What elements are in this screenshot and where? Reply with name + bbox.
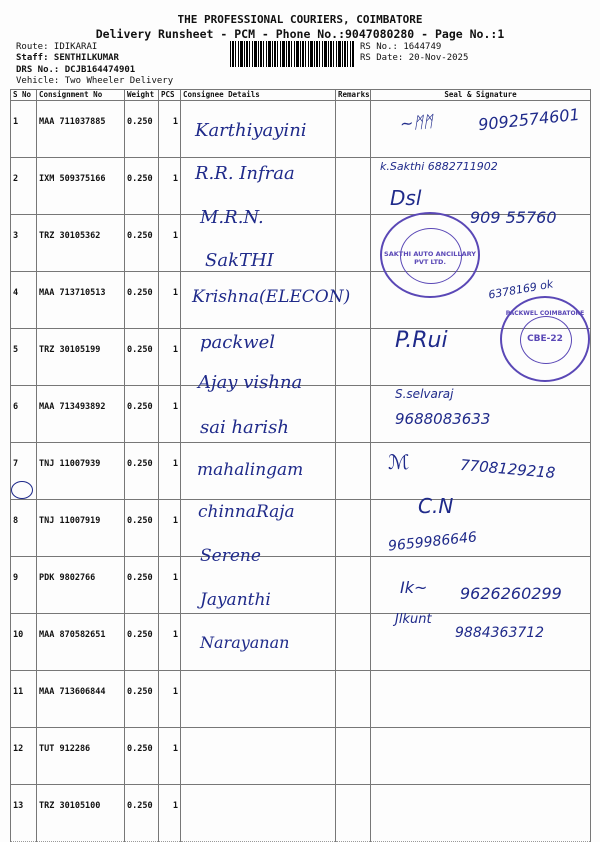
row-consignment: TRZ 30105100 bbox=[37, 785, 125, 842]
company-seal-stamp: SAKTHI AUTO ANCILLARY PVT LTD. bbox=[380, 212, 480, 298]
handwritten-phone: 7708129218 bbox=[459, 455, 557, 483]
table-row bbox=[11, 728, 591, 785]
circle-mark bbox=[11, 481, 33, 499]
row-consignment: TRZ 30105362 bbox=[37, 215, 125, 272]
row-consignee bbox=[181, 671, 336, 728]
handwritten-name: Krishna(ELECON) bbox=[192, 287, 351, 307]
row-pcs: 1 bbox=[159, 215, 181, 272]
row-weight: 0.250 bbox=[125, 443, 159, 500]
row-consignment: TNJ 11007919 bbox=[37, 500, 125, 557]
col-consignee: Consignee Details bbox=[181, 90, 336, 101]
handwritten-signature: C.N bbox=[418, 494, 454, 518]
row-weight: 0.250 bbox=[125, 101, 159, 158]
row-remarks bbox=[336, 500, 371, 557]
row-remarks bbox=[336, 329, 371, 386]
row-consignee bbox=[181, 728, 336, 785]
row-pcs: 1 bbox=[159, 101, 181, 158]
table-row bbox=[11, 158, 591, 215]
row-pcs: 1 bbox=[159, 614, 181, 671]
row-consignee bbox=[181, 785, 336, 842]
table-row bbox=[11, 614, 591, 671]
row-remarks bbox=[336, 671, 371, 728]
row-consignment: MAA 713493892 bbox=[37, 386, 125, 443]
table-row bbox=[11, 785, 591, 842]
row-remarks bbox=[336, 386, 371, 443]
row-consignment: MAA 711037885 bbox=[37, 101, 125, 158]
row-pcs: 1 bbox=[159, 443, 181, 500]
row-consignment: TNJ 11007939 bbox=[37, 443, 125, 500]
row-weight: 0.250 bbox=[125, 215, 159, 272]
row-remarks bbox=[336, 557, 371, 614]
row-remarks bbox=[336, 785, 371, 842]
handwritten-name: SakTHI bbox=[205, 250, 274, 271]
handwritten-phone: 9659986646 bbox=[387, 529, 478, 555]
handwritten-phone: 909 55760 bbox=[470, 208, 557, 227]
runsheet-title: Delivery Runsheet - PCM - Phone No.:9047080280 - Page No.:1 bbox=[95, 27, 505, 41]
row-weight: 0.250 bbox=[125, 671, 159, 728]
handwritten-signature: Jlkunt bbox=[395, 612, 432, 627]
row-consignment: TRZ 30105199 bbox=[37, 329, 125, 386]
row-remarks bbox=[336, 101, 371, 158]
row-remarks bbox=[336, 728, 371, 785]
row-pcs: 1 bbox=[159, 386, 181, 443]
row-pcs: 1 bbox=[159, 728, 181, 785]
route-label: Route: IDIKARAI bbox=[16, 42, 98, 52]
row-sno: 5 bbox=[11, 329, 37, 386]
handwritten-name: sai harish bbox=[200, 417, 289, 438]
staff-label: Staff: SENTHILKUMAR bbox=[16, 53, 119, 63]
row-seal bbox=[371, 671, 591, 728]
handwritten-phone: 9884363712 bbox=[455, 625, 545, 641]
handwritten-signature: P.Rui bbox=[395, 328, 448, 353]
row-sno: 2 bbox=[11, 158, 37, 215]
handwritten-name: chinnaRaja bbox=[198, 502, 295, 522]
row-sno: 8 bbox=[11, 500, 37, 557]
row-sno: 12 bbox=[11, 728, 37, 785]
vehicle-label: Vehicle: Two Wheeler Delivery bbox=[16, 76, 174, 86]
handwritten-name: Karthiyayini bbox=[195, 120, 307, 141]
drs-label: DRS No.: DCJB164474901 bbox=[16, 65, 136, 75]
row-pcs: 1 bbox=[159, 500, 181, 557]
row-pcs: 1 bbox=[159, 329, 181, 386]
handwritten-name: Jayanthi bbox=[200, 590, 271, 610]
row-remarks bbox=[336, 614, 371, 671]
table-row bbox=[11, 671, 591, 728]
row-consignment: MAA 713606844 bbox=[37, 671, 125, 728]
row-weight: 0.250 bbox=[125, 728, 159, 785]
row-consignment: IXM 509375166 bbox=[37, 158, 125, 215]
handwritten-phone: 9626260299 bbox=[460, 584, 562, 603]
row-remarks bbox=[336, 215, 371, 272]
handwritten-name: packwel bbox=[200, 332, 276, 353]
row-sno: 7 bbox=[11, 443, 37, 500]
row-sno: 11 bbox=[11, 671, 37, 728]
row-sno: 3 bbox=[11, 215, 37, 272]
table-header bbox=[11, 90, 591, 101]
row-seal bbox=[371, 785, 591, 842]
row-remarks bbox=[336, 443, 371, 500]
handwritten-name: Serene bbox=[200, 546, 261, 566]
row-pcs: 1 bbox=[159, 671, 181, 728]
row-weight: 0.250 bbox=[125, 500, 159, 557]
handwritten-name: Ajay vishna bbox=[198, 372, 303, 393]
row-pcs: 1 bbox=[159, 785, 181, 842]
handwritten-signature: Ik~ bbox=[400, 578, 428, 597]
handwritten-phone: 9688083633 bbox=[395, 410, 491, 428]
table-row bbox=[11, 500, 591, 557]
handwritten-signature: k.Sakthi 6882711902 bbox=[380, 160, 498, 173]
row-seal bbox=[371, 728, 591, 785]
row-pcs: 1 bbox=[159, 158, 181, 215]
row-pcs: 1 bbox=[159, 557, 181, 614]
col-remarks: Remarks bbox=[336, 90, 371, 101]
col-sno: S No bbox=[11, 90, 37, 101]
row-sno: 4 bbox=[11, 272, 37, 329]
table-row bbox=[11, 386, 591, 443]
row-consignment: MAA 870582651 bbox=[37, 614, 125, 671]
row-weight: 0.250 bbox=[125, 614, 159, 671]
row-consignment: TUT 912286 bbox=[37, 728, 125, 785]
row-weight: 0.250 bbox=[125, 272, 159, 329]
row-weight: 0.250 bbox=[125, 785, 159, 842]
company-seal-stamp: PACKWEL COIMBATORE CBE-22 bbox=[500, 296, 590, 382]
col-pcs: PCS bbox=[159, 90, 181, 101]
row-remarks bbox=[336, 158, 371, 215]
rs-date: RS Date: 20-Nov-2025 bbox=[360, 53, 469, 63]
col-consignment: Consignment No bbox=[37, 90, 125, 101]
handwritten-phone: 9092574601 bbox=[477, 104, 581, 135]
row-consignment: MAA 713710513 bbox=[37, 272, 125, 329]
row-sno: 1 bbox=[11, 101, 37, 158]
row-sno: 13 bbox=[11, 785, 37, 842]
col-seal: Seal & Signature bbox=[371, 90, 591, 101]
handwritten-name: R.R. Infraa bbox=[195, 163, 295, 184]
rs-no: RS No.: 1644749 bbox=[360, 42, 442, 52]
col-weight: Weight bbox=[125, 90, 159, 101]
row-sno: 9 bbox=[11, 557, 37, 614]
row-weight: 0.250 bbox=[125, 557, 159, 614]
row-weight: 0.250 bbox=[125, 329, 159, 386]
company-title: THE PROFESSIONAL COURIERS, COIMBATORE bbox=[177, 13, 423, 26]
handwritten-name: M.R.N. bbox=[200, 207, 264, 228]
handwritten-signature: ~ᛗᛗ bbox=[399, 111, 434, 134]
handwritten-name: mahalingam bbox=[197, 460, 304, 480]
handwritten-signature: Dsl bbox=[390, 186, 422, 210]
row-pcs: 1 bbox=[159, 272, 181, 329]
barcode bbox=[230, 41, 354, 67]
handwritten-phone: 6378169 ok bbox=[487, 277, 555, 302]
row-weight: 0.250 bbox=[125, 158, 159, 215]
row-weight: 0.250 bbox=[125, 386, 159, 443]
row-sno: 6 bbox=[11, 386, 37, 443]
row-sno: 10 bbox=[11, 614, 37, 671]
handwritten-signature: S.selvaraj bbox=[395, 387, 454, 401]
handwritten-signature: ℳ bbox=[388, 450, 410, 474]
handwritten-name: Narayanan bbox=[200, 633, 290, 652]
row-consignment: PDK 9802766 bbox=[37, 557, 125, 614]
